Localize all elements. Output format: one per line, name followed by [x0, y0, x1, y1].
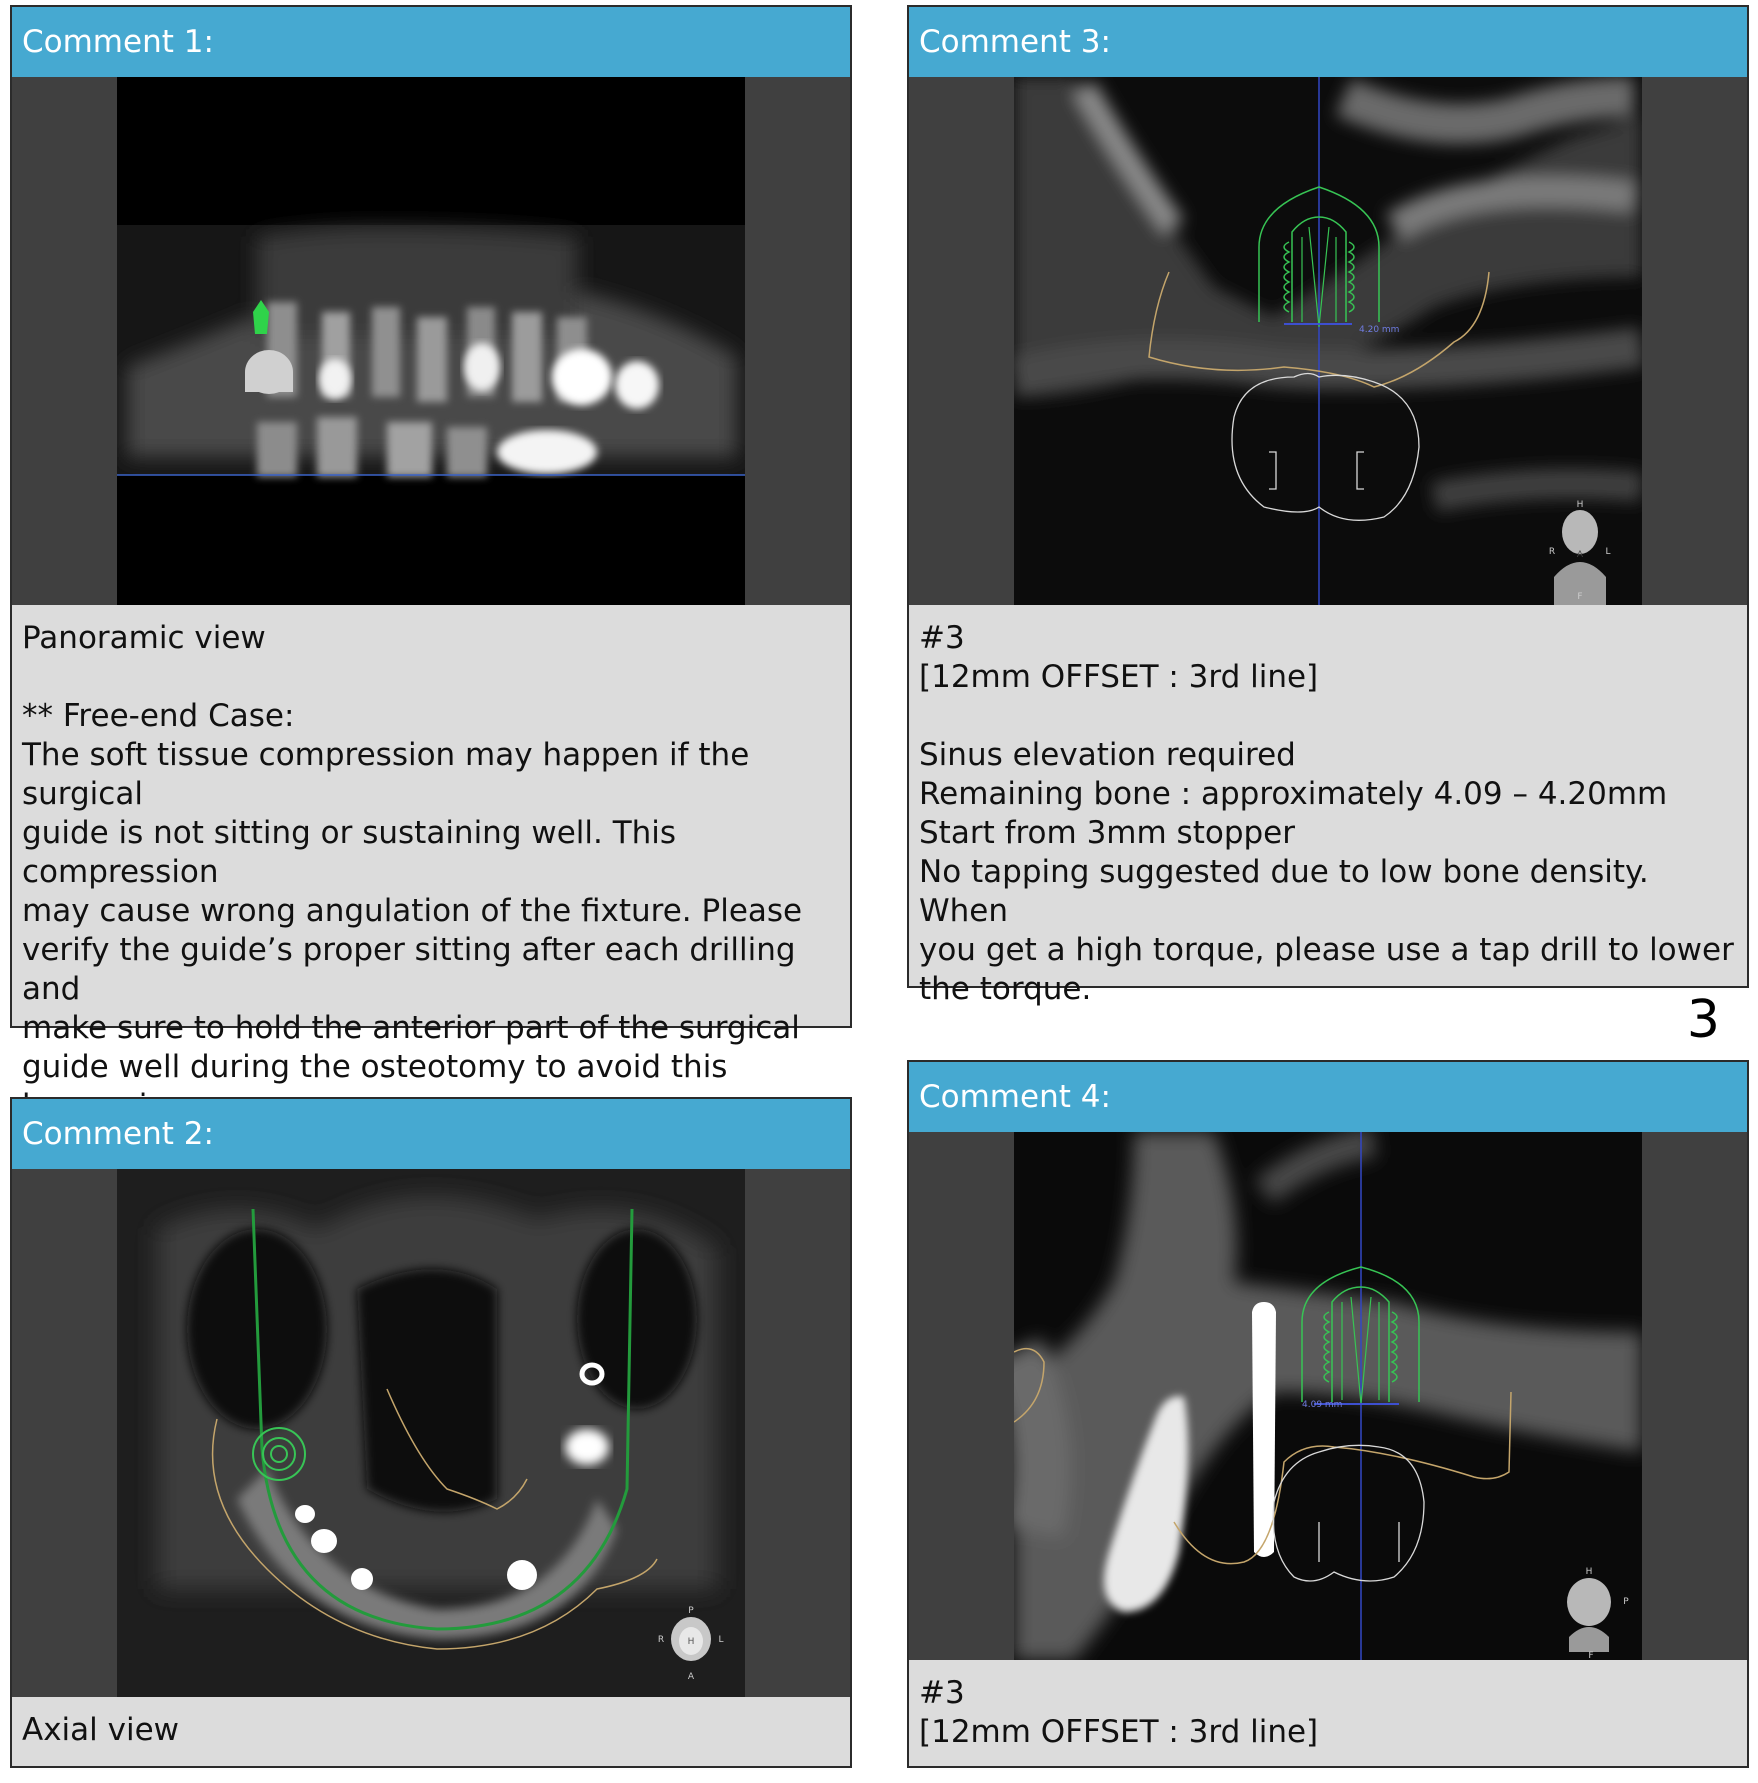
- sagittal-scan-image: [1014, 1132, 1642, 1660]
- comment-2-title: Comment 2:: [12, 1099, 850, 1169]
- text-line: Start from 3mm stopper: [919, 815, 1295, 851]
- orientation-label-bottom: A: [687, 1672, 695, 1682]
- text-line: [22, 658, 840, 697]
- comment-3-title: Comment 3:: [909, 7, 1747, 77]
- sagittal-view-panel: [909, 1132, 1747, 1660]
- text-line: [12mm OFFSET : 3rd line]: [919, 659, 1319, 695]
- text-line: Sinus elevation required: [919, 737, 1296, 773]
- axial-scan-image: [117, 1169, 745, 1697]
- axial-view-panel: [12, 1169, 850, 1697]
- comment-1-card: [10, 5, 852, 1085]
- text-line: No tapping suggested due to low bone density. When: [919, 854, 1659, 929]
- comment-1-title: Comment 1:: [12, 7, 850, 77]
- text-line: make sure to hold the anterior part of the surgical: [22, 1010, 800, 1046]
- comment-4-title: Comment 4:: [909, 1062, 1747, 1132]
- orientation-label-top: H: [1576, 500, 1584, 510]
- comment-4-text: [909, 1660, 1747, 1762]
- text-line: [919, 697, 1737, 736]
- text-line: The soft tissue compression may happen if the surgical: [22, 737, 760, 812]
- orientation-label-top: H: [1585, 1567, 1593, 1577]
- orientation-label-left: R: [1548, 547, 1556, 557]
- orientation-label-bottom: F: [1577, 592, 1583, 602]
- panoramic-scan-image: [117, 77, 745, 605]
- panoramic-view-panel: [12, 77, 850, 605]
- cross-section-scan-image: [1014, 77, 1642, 605]
- comment-3-card: [907, 5, 1749, 1007]
- text-line: [12mm OFFSET : 3rd line]: [919, 1714, 1319, 1750]
- text-line: verify the guide’s proper sitting after each drilling and: [22, 932, 806, 1007]
- cross-section-view-panel: [909, 77, 1747, 605]
- text-line: #3: [919, 620, 965, 656]
- comment-1-text: [12, 605, 850, 1136]
- comment-4-card: [907, 1060, 1749, 1768]
- text-line: may cause wrong angulation of the fixture. Please: [22, 893, 803, 929]
- text-line: ** Free-end Case:: [22, 698, 295, 734]
- text-line: #3: [919, 1675, 965, 1711]
- orientation-label-top: P: [688, 1606, 694, 1616]
- measurement-label: 4.09 mm: [1302, 1400, 1343, 1410]
- page-number: 3: [1686, 990, 1720, 1050]
- orientation-label-right: L: [718, 1635, 724, 1645]
- text-line: the torque.: [919, 971, 1092, 1007]
- comment-3-text: [909, 605, 1747, 1019]
- text-line: Axial view: [22, 1712, 180, 1748]
- text-line: guide is not sitting or sustaining well. This compression: [22, 815, 686, 890]
- text-line: Panoramic view: [22, 620, 266, 656]
- comment-2-text: [12, 1697, 850, 1760]
- text-line: guide well during the osteotomy to avoid this: [22, 1049, 728, 1085]
- orientation-label-center: A: [1576, 550, 1584, 560]
- orientation-label-right: L: [1605, 547, 1611, 557]
- orientation-label-right: P: [1623, 1597, 1629, 1607]
- orientation-head-icon: [1567, 1578, 1611, 1652]
- measurement-label: 4.20 mm: [1359, 325, 1400, 335]
- comment-2-card: [10, 1097, 852, 1768]
- text-line: Remaining bone : approximately 4.09 – 4.20mm: [919, 776, 1668, 812]
- orientation-label-left: R: [657, 1635, 665, 1645]
- text-line: you get a high torque, please use a tap drill to lower: [919, 932, 1734, 968]
- orientation-label-bottom: F: [1588, 1651, 1594, 1660]
- orientation-label-center: H: [687, 1637, 695, 1647]
